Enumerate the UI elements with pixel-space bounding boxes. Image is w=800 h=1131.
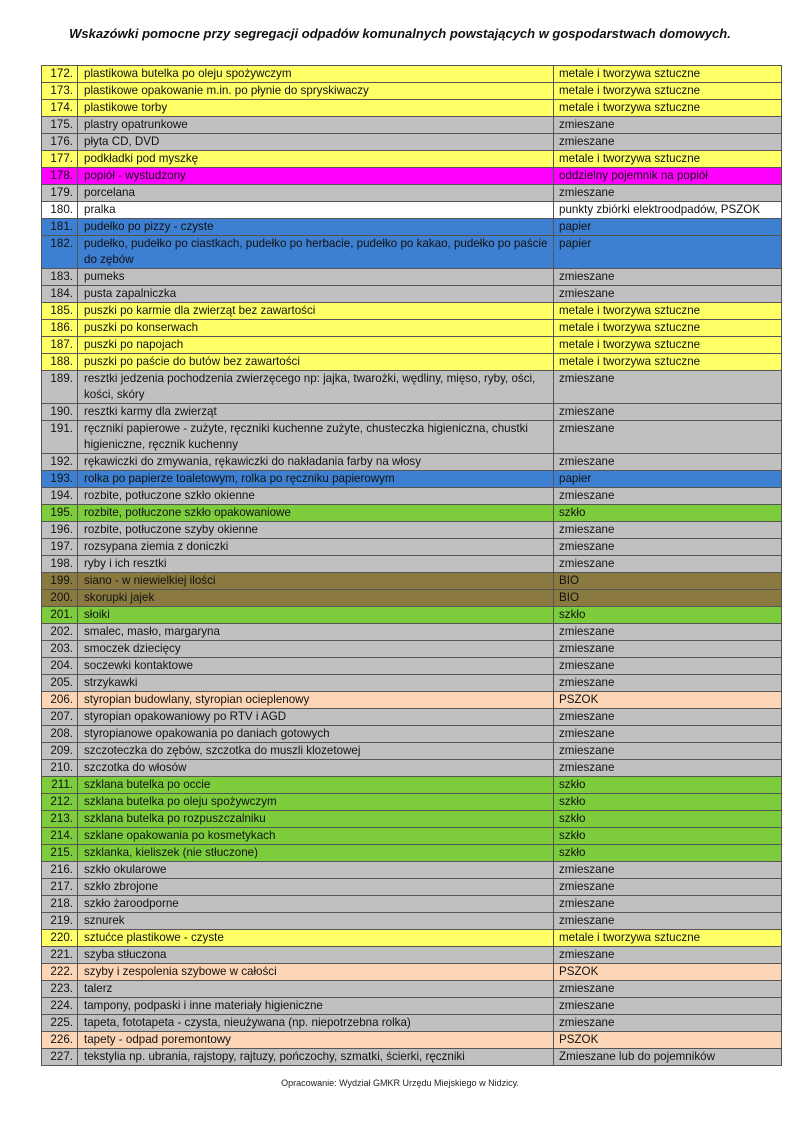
table-row <box>42 913 782 930</box>
row-number: 174. <box>42 100 78 117</box>
waste-category: BIO <box>554 573 782 590</box>
waste-item-name: sztućce plastikowe - czyste <box>78 930 554 947</box>
waste-category: zmieszane <box>554 760 782 777</box>
waste-item-name: resztki karmy dla zwierząt <box>78 404 554 421</box>
waste-category: zmieszane <box>554 488 782 505</box>
row-number: 177. <box>42 151 78 168</box>
table-row <box>42 1049 782 1066</box>
waste-item-name: szyby i zespolenia szybowe w całości <box>78 964 554 981</box>
waste-item-name: siano - w niewielkiej ilości <box>78 573 554 590</box>
table-row <box>42 760 782 777</box>
row-number: 202. <box>42 624 78 641</box>
waste-category: PSZOK <box>554 1032 782 1049</box>
waste-category: Zmieszane lub do pojemników <box>554 1049 782 1066</box>
table-row <box>42 1032 782 1049</box>
row-number: 215. <box>42 845 78 862</box>
waste-item-name: puszki po konserwach <box>78 320 554 337</box>
table-row <box>42 454 782 471</box>
row-number: 190. <box>42 404 78 421</box>
row-number: 209. <box>42 743 78 760</box>
waste-category: zmieszane <box>554 539 782 556</box>
waste-category: papier <box>554 471 782 488</box>
waste-item-name: rozsypana ziemia z doniczki <box>78 539 554 556</box>
row-number: 188. <box>42 354 78 371</box>
table-row <box>42 404 782 421</box>
row-number: 222. <box>42 964 78 981</box>
waste-item-name: słoiki <box>78 607 554 624</box>
waste-item-name: rozbite, potłuczone szkło okienne <box>78 488 554 505</box>
row-number: 219. <box>42 913 78 930</box>
table-row <box>42 964 782 981</box>
row-number: 223. <box>42 981 78 998</box>
waste-category: zmieszane <box>554 624 782 641</box>
row-number: 173. <box>42 83 78 100</box>
row-number: 198. <box>42 556 78 573</box>
waste-category: zmieszane <box>554 421 782 454</box>
table-row <box>42 879 782 896</box>
table-row <box>42 100 782 117</box>
table-row <box>42 303 782 320</box>
row-number: 217. <box>42 879 78 896</box>
waste-category: zmieszane <box>554 913 782 930</box>
table-row <box>42 709 782 726</box>
table-row <box>42 624 782 641</box>
waste-item-name: styropianowe opakowania po daniach gotowych <box>78 726 554 743</box>
waste-category: szkło <box>554 794 782 811</box>
waste-category: zmieszane <box>554 981 782 998</box>
waste-item-name: tampony, podpaski i inne materiały higieniczne <box>78 998 554 1015</box>
table-row <box>42 641 782 658</box>
waste-category: szkło <box>554 845 782 862</box>
table-row <box>42 269 782 286</box>
waste-category: zmieszane <box>554 134 782 151</box>
waste-item-name: porcelana <box>78 185 554 202</box>
waste-category: szkło <box>554 505 782 522</box>
table-row <box>42 539 782 556</box>
table-row <box>42 505 782 522</box>
row-number: 212. <box>42 794 78 811</box>
waste-category: zmieszane <box>554 371 782 404</box>
waste-category: zmieszane <box>554 726 782 743</box>
row-number: 204. <box>42 658 78 675</box>
waste-item-name: sznurek <box>78 913 554 930</box>
waste-item-name: soczewki kontaktowe <box>78 658 554 675</box>
row-number: 205. <box>42 675 78 692</box>
waste-category: zmieszane <box>554 185 782 202</box>
row-number: 196. <box>42 522 78 539</box>
row-number: 172. <box>42 66 78 83</box>
waste-item-name: puszki po paście do butów bez zawartości <box>78 354 554 371</box>
waste-item-name: szklanka, kieliszek (nie stłuczone) <box>78 845 554 862</box>
table-row <box>42 692 782 709</box>
table-row <box>42 556 782 573</box>
table-row <box>42 726 782 743</box>
row-number: 220. <box>42 930 78 947</box>
waste-category: metale i tworzywa sztuczne <box>554 320 782 337</box>
waste-item-name: szkło żaroodporne <box>78 896 554 913</box>
table-row <box>42 134 782 151</box>
waste-category: oddzielny pojemnik na popiół <box>554 168 782 185</box>
waste-item-name: puszki po karmie dla zwierząt bez zawartości <box>78 303 554 320</box>
row-number: 201. <box>42 607 78 624</box>
row-number: 187. <box>42 337 78 354</box>
waste-item-name: tapety - odpad poremontowy <box>78 1032 554 1049</box>
table-row <box>42 743 782 760</box>
waste-item-name: szyba stłuczona <box>78 947 554 964</box>
row-number: 189. <box>42 371 78 404</box>
table-row <box>42 811 782 828</box>
waste-item-name: ryby i ich resztki <box>78 556 554 573</box>
row-number: 226. <box>42 1032 78 1049</box>
table-row <box>42 981 782 998</box>
waste-item-name: pralka <box>78 202 554 219</box>
waste-item-name: styropian budowlany, styropian ocieplenowy <box>78 692 554 709</box>
table-row <box>42 675 782 692</box>
waste-category: metale i tworzywa sztuczne <box>554 354 782 371</box>
row-number: 224. <box>42 998 78 1015</box>
waste-category: zmieszane <box>554 269 782 286</box>
table-row <box>42 83 782 100</box>
table-row <box>42 151 782 168</box>
row-number: 225. <box>42 1015 78 1032</box>
table-row <box>42 607 782 624</box>
table-row <box>42 117 782 134</box>
row-number: 186. <box>42 320 78 337</box>
table-row <box>42 219 782 236</box>
waste-item-name: plastikowe torby <box>78 100 554 117</box>
waste-category: zmieszane <box>554 286 782 303</box>
waste-item-name: pumeks <box>78 269 554 286</box>
table-row <box>42 658 782 675</box>
table-row <box>42 1015 782 1032</box>
row-number: 208. <box>42 726 78 743</box>
waste-item-name: resztki jedzenia pochodzenia zwierzęcego np: jajka, twarożki, wędliny, mięso, ryby, ości, kości, skóry <box>78 371 554 404</box>
waste-item-name: styropian opakowaniowy po RTV i AGD <box>78 709 554 726</box>
row-number: 179. <box>42 185 78 202</box>
waste-category: zmieszane <box>554 709 782 726</box>
row-number: 218. <box>42 896 78 913</box>
row-number: 214. <box>42 828 78 845</box>
table-row <box>42 286 782 303</box>
row-number: 185. <box>42 303 78 320</box>
row-number: 206. <box>42 692 78 709</box>
table-row <box>42 590 782 607</box>
waste-item-name: szczoteczka do zębów, szczotka do muszli klozetowej <box>78 743 554 760</box>
waste-item-name: szkło okularowe <box>78 862 554 879</box>
row-number: 203. <box>42 641 78 658</box>
waste-category: szkło <box>554 811 782 828</box>
waste-category: papier <box>554 236 782 269</box>
table-row <box>42 354 782 371</box>
table-row <box>42 168 782 185</box>
waste-category: metale i tworzywa sztuczne <box>554 100 782 117</box>
row-number: 180. <box>42 202 78 219</box>
waste-category: zmieszane <box>554 896 782 913</box>
table-row <box>42 522 782 539</box>
row-number: 182. <box>42 236 78 269</box>
waste-category: zmieszane <box>554 862 782 879</box>
table-row <box>42 471 782 488</box>
waste-category: papier <box>554 219 782 236</box>
waste-category: metale i tworzywa sztuczne <box>554 66 782 83</box>
waste-category: zmieszane <box>554 998 782 1015</box>
waste-category: szkło <box>554 607 782 624</box>
waste-item-name: szklana butelka po occie <box>78 777 554 794</box>
waste-category: PSZOK <box>554 964 782 981</box>
waste-item-name: pudełko po pizzy - czyste <box>78 219 554 236</box>
table-row <box>42 371 782 404</box>
table-row <box>42 236 782 269</box>
row-number: 191. <box>42 421 78 454</box>
row-number: 227. <box>42 1049 78 1066</box>
waste-item-name: puszki po napojach <box>78 337 554 354</box>
waste-category: metale i tworzywa sztuczne <box>554 151 782 168</box>
waste-category: zmieszane <box>554 947 782 964</box>
waste-category: metale i tworzywa sztuczne <box>554 303 782 320</box>
row-number: 221. <box>42 947 78 964</box>
waste-item-name: plastikowe opakowanie m.in. po płynie do spryskiwaczy <box>78 83 554 100</box>
waste-category: zmieszane <box>554 675 782 692</box>
row-number: 216. <box>42 862 78 879</box>
waste-category: metale i tworzywa sztuczne <box>554 337 782 354</box>
waste-item-name: tekstylia np. ubrania, rajstopy, rajtuzy, pończochy, szmatki, ścierki, ręczniki <box>78 1049 554 1066</box>
waste-item-name: talerz <box>78 981 554 998</box>
waste-item-name: pudełko, pudełko po ciastkach, pudełko po herbacie, pudełko po kakao, pudełko po paście do zębów <box>78 236 554 269</box>
waste-item-name: popiół - wystudzony <box>78 168 554 185</box>
waste-item-name: skorupki jajek <box>78 590 554 607</box>
row-number: 181. <box>42 219 78 236</box>
waste-item-name: pusta zapalniczka <box>78 286 554 303</box>
page-title: Wskazówki pomocne przy segregacji odpadów komunalnych powstających w gospodarstwach domowych. <box>69 26 731 41</box>
table-row <box>42 320 782 337</box>
table-row <box>42 337 782 354</box>
row-number: 197. <box>42 539 78 556</box>
row-number: 213. <box>42 811 78 828</box>
row-number: 211. <box>42 777 78 794</box>
waste-category: PSZOK <box>554 692 782 709</box>
waste-item-name: ręczniki papierowe - zużyte, ręczniki kuchenne zużyte, chusteczka higieniczna, chustki higieniczne, ręcznik kuchenny <box>78 421 554 454</box>
waste-category: punkty zbiórki elektroodpadów, PSZOK <box>554 202 782 219</box>
row-number: 195. <box>42 505 78 522</box>
table-row <box>42 947 782 964</box>
row-number: 200. <box>42 590 78 607</box>
waste-item-name: podkładki pod myszkę <box>78 151 554 168</box>
row-number: 194. <box>42 488 78 505</box>
table-row <box>42 794 782 811</box>
table-row <box>42 862 782 879</box>
waste-item-name: smalec, masło, margaryna <box>78 624 554 641</box>
waste-item-name: tapeta, fototapeta - czysta, nieużywana (np. niepotrzebna rolka) <box>78 1015 554 1032</box>
table-row <box>42 845 782 862</box>
waste-item-name: szkło zbrojone <box>78 879 554 896</box>
table-row <box>42 777 782 794</box>
table-row <box>42 202 782 219</box>
waste-category: zmieszane <box>554 743 782 760</box>
row-number: 183. <box>42 269 78 286</box>
row-number: 207. <box>42 709 78 726</box>
waste-sorting-table <box>41 65 782 1066</box>
row-number: 184. <box>42 286 78 303</box>
waste-category: zmieszane <box>554 556 782 573</box>
waste-category: zmieszane <box>554 522 782 539</box>
waste-category: zmieszane <box>554 641 782 658</box>
waste-category: BIO <box>554 590 782 607</box>
waste-category: zmieszane <box>554 117 782 134</box>
waste-table-body <box>42 66 782 1066</box>
waste-item-name: szklana butelka po rozpuszczalniku <box>78 811 554 828</box>
waste-item-name: szklane opakowania po kosmetykach <box>78 828 554 845</box>
waste-item-name: plastry opatrunkowe <box>78 117 554 134</box>
row-number: 193. <box>42 471 78 488</box>
table-row <box>42 828 782 845</box>
row-number: 178. <box>42 168 78 185</box>
table-row <box>42 573 782 590</box>
table-row <box>42 185 782 202</box>
table-row <box>42 488 782 505</box>
waste-item-name: rękawiczki do zmywania, rękawiczki do nakładania farby na włosy <box>78 454 554 471</box>
table-row <box>42 66 782 83</box>
row-number: 176. <box>42 134 78 151</box>
waste-category: zmieszane <box>554 454 782 471</box>
waste-item-name: rozbite, potłuczone szkło opakowaniowe <box>78 505 554 522</box>
waste-item-name: plastikowa butelka po oleju spożywczym <box>78 66 554 83</box>
waste-item-name: szczotka do włosów <box>78 760 554 777</box>
waste-category: metale i tworzywa sztuczne <box>554 930 782 947</box>
waste-item-name: rolka po papierze toaletowym, rolka po ręczniku papierowym <box>78 471 554 488</box>
footer-credit: Opracowanie: Wydział GMKR Urzędu Miejskiego w Nidzicy. <box>281 1078 519 1088</box>
waste-category: zmieszane <box>554 404 782 421</box>
waste-category: szkło <box>554 828 782 845</box>
row-number: 210. <box>42 760 78 777</box>
waste-item-name: płyta CD, DVD <box>78 134 554 151</box>
waste-item-name: smoczek dziecięcy <box>78 641 554 658</box>
row-number: 192. <box>42 454 78 471</box>
row-number: 175. <box>42 117 78 134</box>
waste-item-name: strzykawki <box>78 675 554 692</box>
waste-category: zmieszane <box>554 1015 782 1032</box>
table-row <box>42 998 782 1015</box>
table-row <box>42 930 782 947</box>
waste-category: szkło <box>554 777 782 794</box>
table-row <box>42 896 782 913</box>
row-number: 199. <box>42 573 78 590</box>
waste-item-name: rozbite, potłuczone szyby okienne <box>78 522 554 539</box>
waste-category: zmieszane <box>554 658 782 675</box>
waste-item-name: szklana butelka po oleju spożywczym <box>78 794 554 811</box>
waste-category: zmieszane <box>554 879 782 896</box>
table-row <box>42 421 782 454</box>
waste-category: metale i tworzywa sztuczne <box>554 83 782 100</box>
